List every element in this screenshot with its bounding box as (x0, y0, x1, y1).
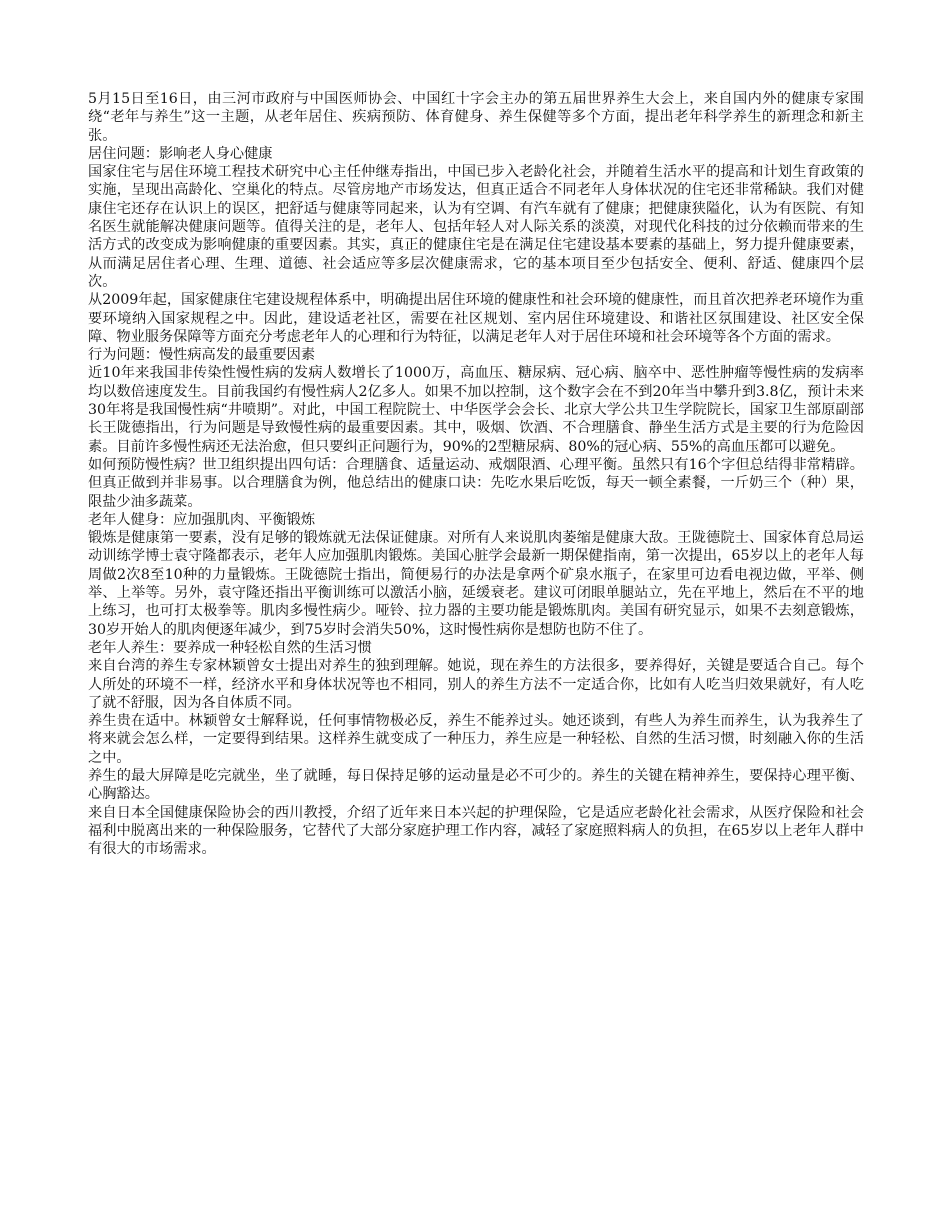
housing-paragraph-1: 国家住宅与居住环境工程技术研究中心主任仲继寿指出，中国已步入老龄化社会，并随着生活水平的提高和计划生育政策的实施，呈现出高龄化、空巢化的特点。尽管房地产市场发达，但真正适合不同老年人身体状况的住宅还非常稀缺。我们对健康住宅还存在认识上的误区，把舒适与健康等同起来，认为有空调、有汽车就有了健康；把健康狭隘化，认为有医院、有知名医生就能解决健康问题等。值得关注的是，老年人、包括年轻人对人际关系的淡漠，对现代化科技的过分依赖而带来的生活方式的改变成为影响健康的重要因素。其实，真正的健康住宅是在满足住宅建设基本要素的基础上，努力提升健康要素，从而满足居住者心理、生理、道德、社会适应等多层次健康需求，它的基本项目至少包括安全、便利、舒适、健康四个层次。 (88, 164, 864, 290)
section-heading-wellness: 老年人养生：要养成一种轻松自然的生活习惯 (88, 639, 372, 656)
behavior-paragraph-2: 如何预防慢性病？世卫组织提出四句话：合理膳食、适量运动、戒烟限酒、心理平衡。虽然只有16个字但总结得非常精辟。但真正做到并非易事。以合理膳食为例，他总结出的健康口诀：先吃水果后吃饭，每天一顿全素餐，一斤奶三个（种）果，限盐少油多蔬菜。 (88, 456, 864, 510)
wellness-paragraph-4: 来自日本全国健康保险协会的西川教授，介绍了近年来日本兴起的护理保险，它是适应老龄化社会需求，从医疗保险和社会福利中脱离出来的一种保险服务，它替代了大部分家庭护理工作内容，减轻了家庭照料病人的负担，在65岁以上老年人群中有很大的市场需求。 (88, 804, 864, 858)
article-body (88, 90, 864, 858)
wellness-paragraph-2: 养生贵在适中。林颖曾女士解释说，任何事情物极必反，养生不能养过头。她还谈到，有些人为养生而养生，认为我养生了将来就会怎么样，一定要得到结果。这样养生就变成了一种压力，养生应是一种轻松、自然的生活习惯，时刻融入你的生活之中。 (88, 713, 864, 766)
section-heading-housing: 居住问题：影响老人身心健康 (88, 145, 273, 162)
housing-paragraph-2: 从2009年起，国家健康住宅建设规程体系中，明确提出居住环境的健康性和社会环境的健康性，而且首次把养老环境作为重要环境纳入国家规程之中。因此，建设适老社区，需要在社区规划、室内居住环境建设、和谐社区氛围建设、社区安全保障、物业服务保障等方面充分考虑老年人的心理和行为特征，以满足老年人对于居住环境和社会环境等各个方面的需求。 (88, 292, 864, 345)
behavior-paragraph-1: 近10年来我国非传染性慢性病的发病人数增长了1000万，高血压、糖尿病、冠心病、脑卒中、恶性肿瘤等慢性病的发病率均以数倍速度发生。目前我国约有慢性病人2亿多人。如果不加以控制，这个数字会在不到20年当中攀升到3.8亿，预计未来30年将是我国慢性病“井喷期”。对此，中国工程院院士、中华医学会会长、北京大学公共卫生学院院长，国家卫生部原副部长王陇德指出，行为问题是导致慢性病的最重要因素。其中，吸烟、饮酒、不合理膳食、静坐生活方式是主要的行为危险因素。目前许多慢性病还无法治愈，但只要纠正问题行为，90%的2型糖尿病、80%的冠心病、55%的高血压都可以避免。 (88, 365, 864, 455)
section-heading-behavior: 行为问题：慢性病高发的最重要因素 (88, 347, 316, 364)
intro-paragraph: 5月15日至16日，由三河市政府与中国医师协会、中国红十字会主办的第五届世界养生大会上，来自国内外的健康专家围绕“老年与养生”这一主题，从老年居住、疾病预防、体育健身、养生保健等多个方面，提出老年科学养生的新理念和新主张。 (88, 91, 864, 144)
section-heading-fitness: 老年人健身：应加强肌肉、平衡锻炼 (88, 511, 316, 528)
fitness-paragraph: 锻炼是健康第一要素，没有足够的锻炼就无法保证健康。对所有人来说肌肉萎缩是健康大敌。王陇德院士、国家体育总局运动训练学博士袁守隆都表示，老年人应加强肌肉锻炼。美国心脏学会最新一期保健指南，第一次提出，65岁以上的老年人每周做2次8至10种的力量锻炼。王陇德院士指出，简便易行的办法是拿两个矿泉水瓶子，在家里可边看电视边做，平举、侧举、上举等。另外，袁守隆还指出平衡训练可以激活小脑，延缓衰老。建议可闭眼单腿站立，先在平地上，然后在不平的地上练习，也可打太极拳等。肌肉多慢性病少。哑铃、拉力器的主要功能是锻炼肌肉。美国有研究显示，如果不去刻意锻炼，30岁开始人的肌肉便逐年减少，到75岁时会消失50%，这时慢性病你是想防也防不住了。 (88, 530, 864, 638)
wellness-paragraph-1: 来自台湾的养生专家林颖曾女士提出对养生的独到理解。她说，现在养生的方法很多，要养得好，关键是要适合自己。每个人所处的环境不一样，经济水平和身体状况等也不相同，别人的养生方法不一定适合你，比如有人吃当归效果就好，有人吃了就不舒服，因为各自体质不同。 (88, 658, 864, 711)
wellness-paragraph-3: 养生的最大屏障是吃完就坐，坐了就睡，每日保持足够的运动量是必不可少的。养生的关键在精神养生，要保持心理平衡、心胸豁达。 (88, 767, 864, 803)
